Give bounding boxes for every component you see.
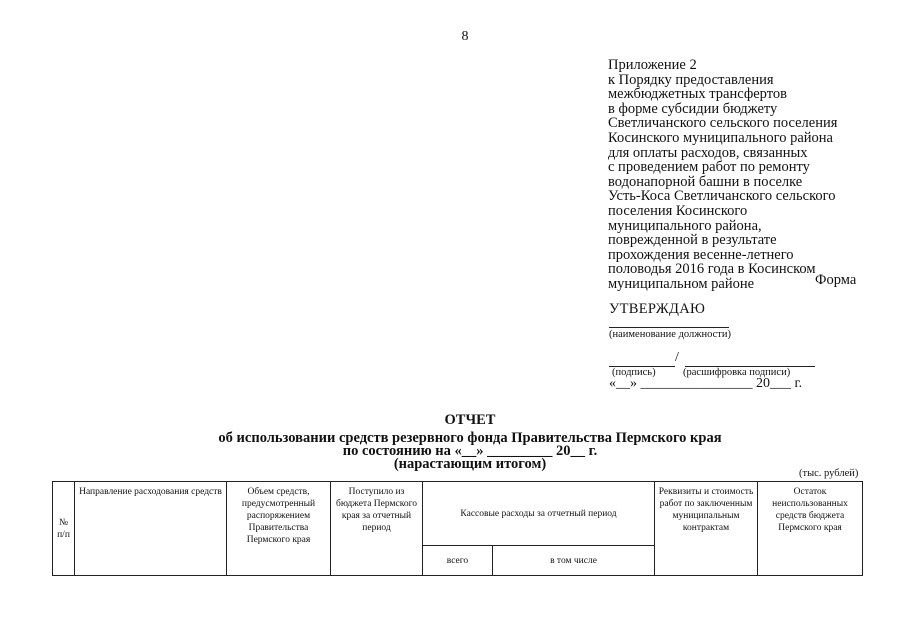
appendix-line: водонапорной башни в поселке xyxy=(608,173,803,190)
report-cumulative-note: (нарастающим итогом) xyxy=(393,456,547,472)
report-date-line: по состоянию на «__» _________ 20__ г. xyxy=(342,443,598,459)
appendix-block xyxy=(608,58,878,292)
position-caption: (наименование должности) xyxy=(609,329,732,340)
header-direction: Направление расходования средств xyxy=(75,482,227,576)
report-table xyxy=(52,481,863,576)
header-cash-including: в том числе xyxy=(493,546,655,576)
position-line xyxy=(609,327,729,328)
report-title: ОТЧЕТ xyxy=(444,412,496,428)
report-subtitle: об использовании средств резервного фонда Правительства Пермского края xyxy=(218,430,722,446)
header-cash-total: всего xyxy=(423,546,493,576)
approval-heading: УТВЕРЖДАЮ xyxy=(609,301,706,317)
header-contract-details: Реквизиты и стоимость работ по заключенным муниципальным контрактам xyxy=(655,482,758,576)
form-label: Форма xyxy=(815,272,857,288)
appendix-line: с проведением работ по ремонту xyxy=(608,159,810,176)
appendix-line: муниципального района, xyxy=(608,217,762,234)
appendix-line: прохождения весенне-летнего xyxy=(608,246,794,263)
appendix-line: Светличанского сельского поселения xyxy=(608,115,838,132)
appendix-line: муниципальном районе xyxy=(608,275,755,292)
page-number: 8 xyxy=(461,29,469,44)
header-remainder: Остаток неиспользованных средств бюджета Пермского края xyxy=(758,482,863,576)
units-label: (тыс. рублей) xyxy=(799,468,859,479)
approval-date-line: «__» ________________ 20___ г. xyxy=(609,376,803,391)
appendix-line: к Порядку предоставления xyxy=(608,71,774,88)
appendix-line: половодья 2016 года в Косинском xyxy=(608,261,816,278)
header-num: № п/п xyxy=(53,482,75,576)
appendix-line: Приложение 2 xyxy=(608,57,697,73)
appendix-line: Усть-Коса Светличанского сельского xyxy=(608,188,836,205)
appendix-line: в форме субсидии бюджету xyxy=(608,100,778,117)
header-received: Поступило из бюджета Пермского края за отчетный период xyxy=(331,482,423,576)
decoding-caption: (расшифровка подписи) xyxy=(683,367,791,378)
header-cash-expenses: Кассовые расходы за отчетный период xyxy=(423,482,655,546)
signature-caption: (подпись) xyxy=(612,367,656,378)
appendix-line: межбюджетных трансфертов xyxy=(608,86,787,103)
slash-separator: / xyxy=(675,350,679,365)
appendix-line: поврежденной в результате xyxy=(608,232,777,249)
appendix-line: Косинского муниципального района xyxy=(608,129,833,146)
header-volume: Объем средств, предусмотренный распоряжением Правительства Пермского края xyxy=(227,482,331,576)
appendix-line: поселения Косинского xyxy=(608,202,748,219)
appendix-line: для оплаты расходов, связанных xyxy=(608,144,808,161)
